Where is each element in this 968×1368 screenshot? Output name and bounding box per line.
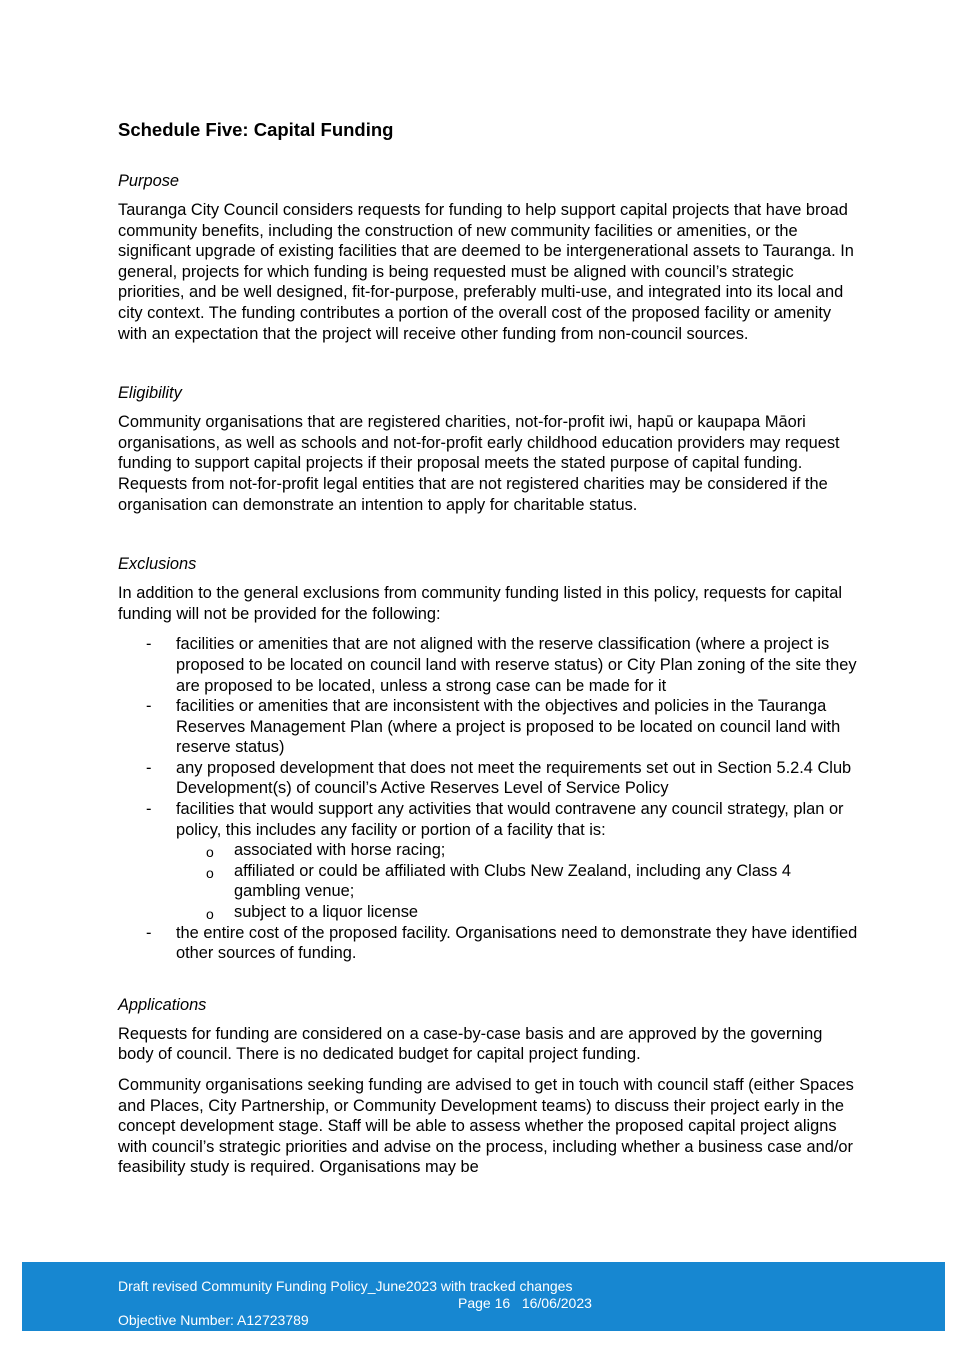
dash-bullet: - xyxy=(146,800,152,819)
list-item xyxy=(118,923,858,964)
sub-list-item-text: subject to a liquor license xyxy=(234,903,419,922)
page-title: Schedule Five: Capital Funding xyxy=(118,119,394,140)
page-footer xyxy=(22,1262,945,1331)
list-item-text: facilities or amenities that are not aligned with the reserve classification (where a project is proposed to be located on council land with reserve status) or City Plan zoning of the site they are proposed to be located, unless a strong case can be made for it xyxy=(176,635,857,695)
list-item-text: facilities or amenities that are inconsistent with the objectives and policies in the Tauranga Reserves Management Plan (where a project is proposed to be located on council land with reserve status) xyxy=(176,697,841,757)
exclusions-intro: In addition to the general exclusions from community funding listed in this policy, requests for capital funding will not be provided for the following: xyxy=(118,584,842,623)
footer-document-title: Draft revised Community Funding Policy_June2023 with tracked changes xyxy=(118,1278,573,1294)
sub-list xyxy=(176,840,858,922)
applications-text-2: Community organisations seeking funding are advised to get in touch with council staff (either Spaces and Places, City Partnership, or Community Development teams) to discuss their project early in the concept development stage. Staff will be able to assess whether the proposed capital project aligns with council’s strategic priorities and advise on the process, including whether a business case and/or feasibility study is required. Organisations may be xyxy=(118,1076,854,1177)
sub-list-item xyxy=(176,840,858,861)
eligibility-text: Community organisations that are registered charities, not-for-profit iwi, hapū or kaupapa Māori organisations, as well as schools and not-for-profit early childhood education providers may request funding to support capital projects if their proposal meets the stated purpose of capital funding. Requests from not-for-profit legal entities that are not registered charities may be considered if the organisation can demonstrate an intention to apply for charitable status. xyxy=(118,413,840,514)
dash-bullet: - xyxy=(146,923,152,942)
list-item xyxy=(118,696,858,758)
applications-heading: Applications xyxy=(118,995,207,1014)
list-item-text: facilities that would support any activities that would contravene any council strategy, plan or policy, this includes any facility or portion of a facility that is: xyxy=(176,800,844,839)
list-item xyxy=(118,634,858,696)
list-item xyxy=(118,758,858,799)
sub-list-item-text: associated with horse racing; xyxy=(234,841,446,860)
sub-list-item xyxy=(176,902,858,923)
purpose-heading: Purpose xyxy=(118,172,180,190)
exclusions-heading: Exclusions xyxy=(118,555,197,574)
document-body xyxy=(118,114,858,1178)
footer-objective-number: Objective Number: A12723789 xyxy=(118,1312,309,1328)
list-item xyxy=(118,799,858,923)
circle-bullet: o xyxy=(206,844,214,861)
circle-bullet: o xyxy=(206,864,214,881)
dash-bullet: - xyxy=(146,635,152,654)
applications-text-1: Requests for funding are considered on a case-by-case basis and are approved by the governing body of council. There is no dedicated budget for capital project funding. xyxy=(118,1024,823,1064)
footer-page-date: Page 16 16/06/2023 xyxy=(458,1295,592,1311)
list-item-text: any proposed development that does not meet the requirements set out in Section 5.2.4 Club Development(s) of council’s Active Reserves Level of Service Policy xyxy=(176,758,852,798)
dash-bullet: - xyxy=(146,758,152,777)
eligibility-heading: Eligibility xyxy=(118,384,182,403)
purpose-text: Tauranga City Council considers requests for funding to help support capital projects that have broad community benefits, including the construction of new community facilities or amenities, or the significant upgrade of existing facilities that are deemed to be intergenerational assets to Tauranga. In general, projects for which funding is being requested must be aligned with council’s strategic priorities, and be well designed, fit-for-purpose, preferably multi-use, and integrated into its local and city context. The funding contributes a portion of the overall cost of the proposed facility or amenity with an expectation that the project will receive other funding from non-council sources. xyxy=(118,201,854,343)
sub-list-item-text: affiliated or could be affiliated with Clubs New Zealand, including any Class 4 gambling venue; xyxy=(234,861,791,901)
sub-list-item xyxy=(176,861,858,902)
exclusions-list xyxy=(118,634,858,964)
dash-bullet: - xyxy=(146,697,152,716)
list-item-text: the entire cost of the proposed facility. Organisations need to demonstrate they have identified other sources of funding. xyxy=(176,923,858,963)
circle-bullet: o xyxy=(206,906,214,923)
